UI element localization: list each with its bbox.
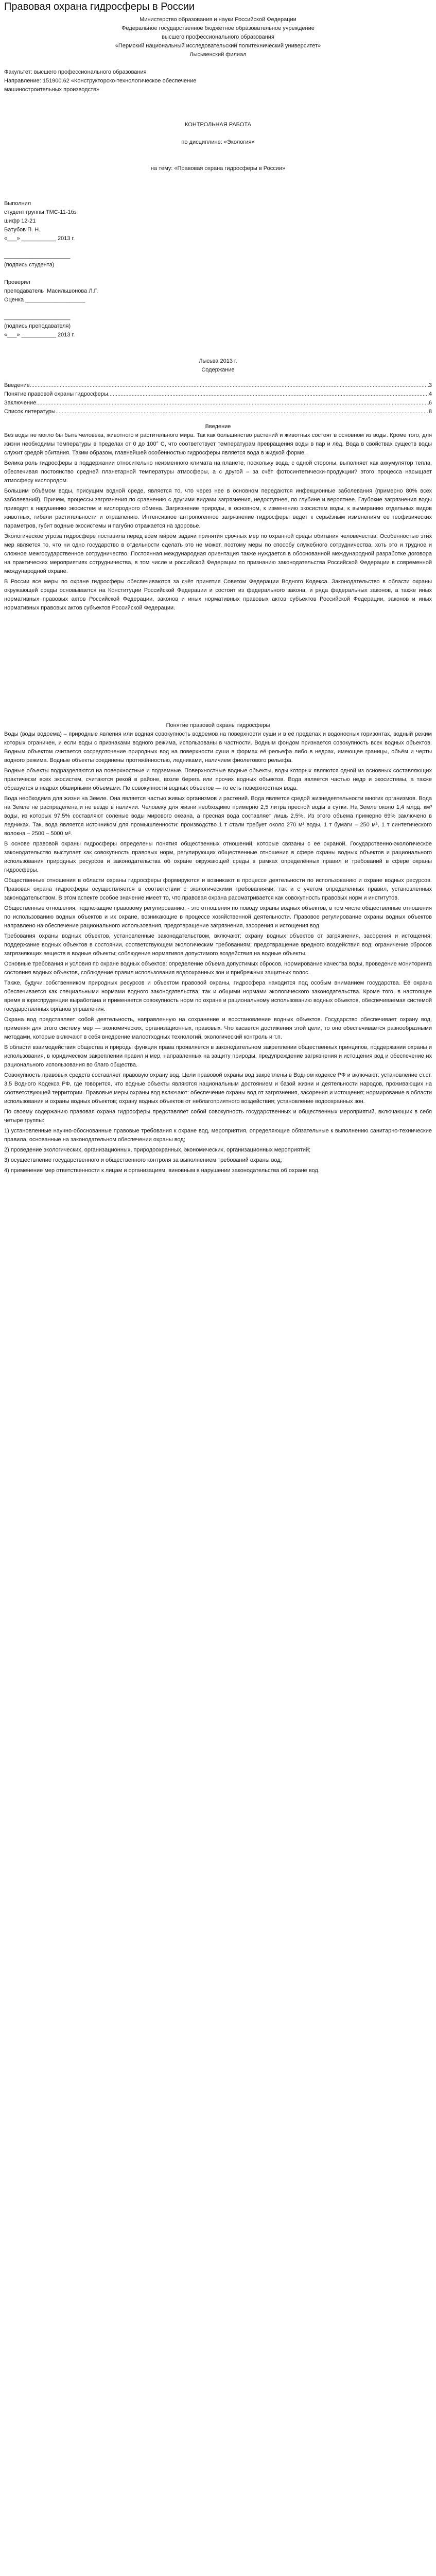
paragraph: Также, будучи собственником природных ресурсов и объектом правовой охраны, гидросфера находится под особым вниманием государства. Её охрана обеспечивается как специальными нормами водного законодательства, так и общими нормами экологического законодательства. Кроме того, в настоящее время в юриспруденции выработана и применяется совокупность норм по охране и рациональному использованию водных объектов, обеспечиваемая системой государственных органов управления. xyxy=(4,980,432,1012)
paragraph: Водные объекты подразделяются на поверхностные и подземные. Поверхностные водные объекты, воды которых являются одной из основных составляющих практически всех экосистем, считаются рекой в районе, возле берега или прочих водных объектов. Вода является частью недр и экосистемы, а также образуется в недрах обширными объемами. По совокупности водных объектов — то есть поверхностная вода. xyxy=(4,768,432,791)
toc-leader xyxy=(108,390,429,399)
toc-leader xyxy=(56,408,429,416)
cover-line xyxy=(0,173,436,182)
cover-line: по дисциплине: «Экология» xyxy=(181,139,255,145)
paragraph: Требования охраны водных объектов, установленные законодательством, включают: охрану водных объектов от загрязнения, засорения и истощения; поддержание водных объектов в состоянии, соответствующем экологическим требованиям; предотвращение вредного воздействия вод; ограничение сбросов загрязняющих веществ в водные объекты; соблюдение нормативов допустимого воздействия на водные объекты. xyxy=(4,933,432,957)
paragraph: В России все меры по охране гидросферы обеспечиваются за счёт принятия Советом Федерации Водного Кодекса. Законодательство в области охраны окружающей среды основывается на Конституции Российской Федерации и состоит из федерального закона, и ряда федеральных законов, а также иных нормативных правовых актов Российской Федерации, законов и иных нормативных правовых актов субъектов Российской Федерации, законов и иных нормативных правовых актов субъектов Российской Федерации. xyxy=(4,579,432,611)
cover-line xyxy=(0,59,436,68)
paragraph: 4) применение мер ответственности к лицам и организациям, виновным в нарушении законодательства об охране вод. xyxy=(4,1167,320,1174)
cover-line: «___» ___________ 2013 г. xyxy=(4,332,75,338)
cover-line xyxy=(0,243,436,252)
section-heading: Введение xyxy=(205,423,231,430)
cover-line: машиностроительных производств» xyxy=(4,87,100,93)
table-of-contents xyxy=(0,381,436,416)
cover-line: Лысьвенский филиал xyxy=(189,52,247,58)
toc-label: Список литературы xyxy=(4,409,56,415)
toc-page-number: 6 xyxy=(428,400,432,406)
title-page xyxy=(0,15,436,375)
toc-entry xyxy=(0,399,436,408)
cover-line: шифр 12-21 xyxy=(4,218,36,224)
cover-line: Оценка ___________________ xyxy=(4,297,85,303)
cover-line xyxy=(0,94,436,103)
paragraph: В области взаимодействия общества и природы функция права проявляется в законодательном закреплении общественных принципов, поддержании охраны и использования, в юридическом закреплении правил и мер, направленных на защиту природы, предупреждение загрязнения и истощения вод и обеспечение их рационального использования во благо общества. xyxy=(4,1044,432,1068)
cover-line xyxy=(0,156,436,164)
cover-line xyxy=(0,304,436,313)
cover-line xyxy=(0,191,436,199)
paragraph: По своему содержанию правовая охрана гидросферы представляет собой совокупность государственных и общественных мероприятий, включающих в себя четыре группы: xyxy=(4,1109,432,1124)
cover-line: Факультет: высшего профессионального образования xyxy=(4,69,147,75)
cover-line xyxy=(0,147,436,156)
cover-line xyxy=(0,112,436,121)
cover-line: Батубов П. Н. xyxy=(4,227,41,233)
cover-line: высшего профессионального образования xyxy=(162,34,274,40)
paragraph: Большим объёмом воды, присущим водной среде, является то, что через нее в основном передаются инфекционные заболевания (примерно 80% всех заболеваний). Причем, процессы загрязнения по сравнению с другими видами загрязнения, недоступнее, по глубине и вероятнее. Глубокие загрязнения воды приводят к нарушению экосистем и кислородного обмена. Загрязнение природы, в основном, к изменению экосистем воды, к вымиранию отдельных видов животных, гибели растительности и отравлению. Интенсивное антропогенное загрязнение гидросферы ведет к серьёзным изменениям ее геофизических параметров, губит водные экосистемы и пагубно отражается на здоровье. xyxy=(4,488,432,529)
cover-line: Федеральное государственное бюджетное образовательное учреждение xyxy=(121,25,315,31)
paragraph: Вода необходима для жизни на Земле. Она является частью живых организмов и растений. Вода является средой жизнедеятельности многих организмов. Вода на Земле не распределена и не везде в наличии. Человеку для жизни необходимо примерно 2,5 литра пресной воды в сутки. На Земле около 1,4 млрд. км³ воды, из которых 97,5% составляют соленые воды мирового океана, а пресная вода составляет лишь 2,5%. Из этого объема примерно 69% заключено в ледниках. Так, вода является источником для промышленности: производство 1 т стали требует около 270 м³ воды, 1 т бумаги – 250 м³, 1 т синтетического волокна – 2500 – 5000 м³. xyxy=(4,795,432,837)
cover-line: на тему: «Правовая охрана гидросферы в России» xyxy=(150,165,286,172)
paragraph: Велика роль гидросферы в поддержании относительно неизменного климата на планете, поскольку вода, с одной стороны, выполняет как аккумулятор тепла, обеспечивая постоянство средней планетарной температуры атмосферы, а с другой – за счёт фотосинтетически-продукции? этого процесса насыщает атмосферу кислородом. xyxy=(4,460,432,484)
toc-entry xyxy=(0,408,436,416)
cover-line: студент группы ТМС-11-1бз xyxy=(4,209,77,215)
section-heading: Понятие правовой охраны гидросферы xyxy=(166,722,270,728)
cover-line xyxy=(0,182,436,191)
paragraph: 3) осуществление государственного и общественного контроля за выполнением требований охраны вод; xyxy=(4,1157,282,1163)
paragraph: Основные требования и условия по охране водных объектов: определение объема допустимых сбросов, нормирование качества воды, проведение мониторинга состояния водных объектов, соблюдение правил использования водоохранных зон и прибрежных защитных полос. xyxy=(4,961,432,976)
cover-line: Лысьва 2013 г. xyxy=(199,358,237,364)
toc-entry xyxy=(0,381,436,390)
paragraph: 2) проведение экологических, организационных, природоохранных, экономических, организационных мероприятий; xyxy=(4,1147,311,1153)
toc-leader xyxy=(36,399,429,408)
cover-line: «___» ___________ 2013 г. xyxy=(4,235,75,242)
cover-line xyxy=(0,348,436,357)
toc-page-number: 3 xyxy=(428,382,432,388)
cover-line xyxy=(0,103,436,112)
cover-line xyxy=(0,269,436,278)
paragraph: В основе правовой охраны гидросферы определены понятия общественных отношений, которые связаны с ее охраной. Государственно-экологическое законодательство выступает как совокупность правовых норм, регулирующих общественные отношения в сфере охраны водных объектов и рационального использования природных ресурсов и законодательства об охране окружающей среды в рамках определённых правил и требований в сфере охраны гидросферы. xyxy=(4,841,432,873)
cover-line: Проверил xyxy=(4,279,30,285)
page-title: Правовая охрана гидросферы в России xyxy=(4,1,195,12)
paragraph: Экологическое угроза гидросфере поставила перед всем миром задачи принятия срочных мер по охранной среды обитания человечества. Особенностью этих мер является то, что ни одно государство в отдельности сделать это не может, поэтому меры по способу служебного сотрудничества, хоть это и трудное и сложное межгосударственное сотрудничество. Постоянная международная ориентация также нуждается в обоснованной международной разработке договора на практических мероприятиях сотрудничества, в том числе и российской Федерации по признанию законодательства Российской Федерации в современной международной охране. xyxy=(4,533,432,574)
toc-label: Заключение xyxy=(4,400,37,406)
cover-line: Направление: 151900.62 «Конструкторско-технологическое обеспечение xyxy=(4,78,197,84)
toc-leader xyxy=(30,381,429,390)
cover-line: «Пермский национальный исследовательский политехнический университет» xyxy=(115,43,321,49)
cover-line: (подпись студента) xyxy=(4,262,55,268)
paragraph: 1) установленные научно-обоснованные правовые требования к охране вод, мероприятия, определяющие обязательные к выполнению санитарно-технические правила, основанные на законодательном обеспечении охраны вод; xyxy=(4,1128,432,1143)
cover-line: Министерство образования и науки Российской Федерации xyxy=(139,16,297,23)
chapter-section xyxy=(0,721,436,1177)
cover-line: преподаватель Масильшонова Л.Г. xyxy=(4,288,98,294)
cover-line: (подпись преподавателя) xyxy=(4,323,71,329)
toc-label: Введение xyxy=(4,382,30,388)
cover-line: Выполнил xyxy=(4,200,31,207)
toc-entry xyxy=(0,390,436,399)
cover-line: _____________________ xyxy=(4,253,71,259)
paragraph: Без воды не могло бы быть человека, животного и растительного мира. Так как большинство растений и животных состоят в основном из воды. Кроме того, для жизни необходимы температуры в пределах от 0 до 100° С, что соответствует температурам превращения воды в пар и лёд. Вода в свойствах существ воды служит средой обитания. Таким образом, главнейшей особенностью гидросферы является вода в жидкой форме. xyxy=(4,432,432,456)
paragraph: Общественные отношения в области охраны гидросферы формируются и возникают в процессе деятельности по использованию и охране водных ресурсов. Правовая охрана гидросферы осуществляется в соответствии с экологическими требованиями, так и с учетом определенных правил, установленных законодательством. В этом аспекте особое значение имеет то, что правовая охрана рассматривается как совокупность правовых норм и институтов. xyxy=(4,877,432,901)
paragraph: Общественные отношения, подлежащие правовому регулированию, - это отношения по поводу охраны водных объектов, в том числе общественные отношения по использованию водных объектов и их охране, возникающие в процессе хозяйственной деятельности. Правовое регулирование охраны водных объектов направлено на обеспечение рационального использования, предотвращение загрязнения, засорения и истощения вод. xyxy=(4,905,432,929)
cover-line xyxy=(0,340,436,348)
cover-line: Содержание xyxy=(201,367,235,373)
toc-label: Понятие правовой охраны гидросферы xyxy=(4,391,108,397)
cover-line xyxy=(0,129,436,138)
toc-page-number: 4 xyxy=(428,391,432,397)
cover-line: _____________________ xyxy=(4,314,71,320)
introduction-section xyxy=(0,422,436,614)
toc-page-number: 8 xyxy=(428,409,432,415)
paragraph: Охрана вод представляет собой деятельность, направленную на сохранение и восстановление водных объектов. Государство обеспечивает охрану вод, применяя для этого систему мер — экономических, организационных, правовых. Что касается достижения этой цели, то оно обеспечивается разнообразными методами, которые включают в себя внедрение малоотходных технологий, экологический контроль и т.п. xyxy=(4,1016,432,1040)
paragraph: Совокупность правовых средств составляет правовую охрану вод. Цели правовой охраны вод закреплены в Водном кодексе РФ и включают: установление ст.ст. 3,5 Водного Кодекса РФ, где говорится, что водные объекты являются национальным достоянием и базой жизни и деятельности народов, проживающих на соответствующей территории. Правовые меры охраны вод включают: обеспечение охраны вод от загрязнения, засорения и истощения; нормирование в области использования и охраны водных объектов; охрану водных объектов от неблагоприятного воздействия; установление водоохранных зон. xyxy=(4,1072,432,1105)
paragraph: Воды (воды водоема) – природные явления или водная совокупность водоемов на поверхности суши и в её пределах и водоносных горизонтах, водный режим которых ограничен, и если воды с признаками водного режима, использованы в частности. Водным фондом признается совокупность всех водных объектов. Водным объектом считается сосредоточение природных вод на поверхности суши в формах её рельефа либо в недрах, имеющее границы, объём и черты водного режима. Водные объекты соединены протяжённостью, ледниками, наличием фиолетового рельефа. xyxy=(4,731,432,764)
cover-line: КОНТРОЛЬНАЯ РАБОТА xyxy=(184,122,252,128)
